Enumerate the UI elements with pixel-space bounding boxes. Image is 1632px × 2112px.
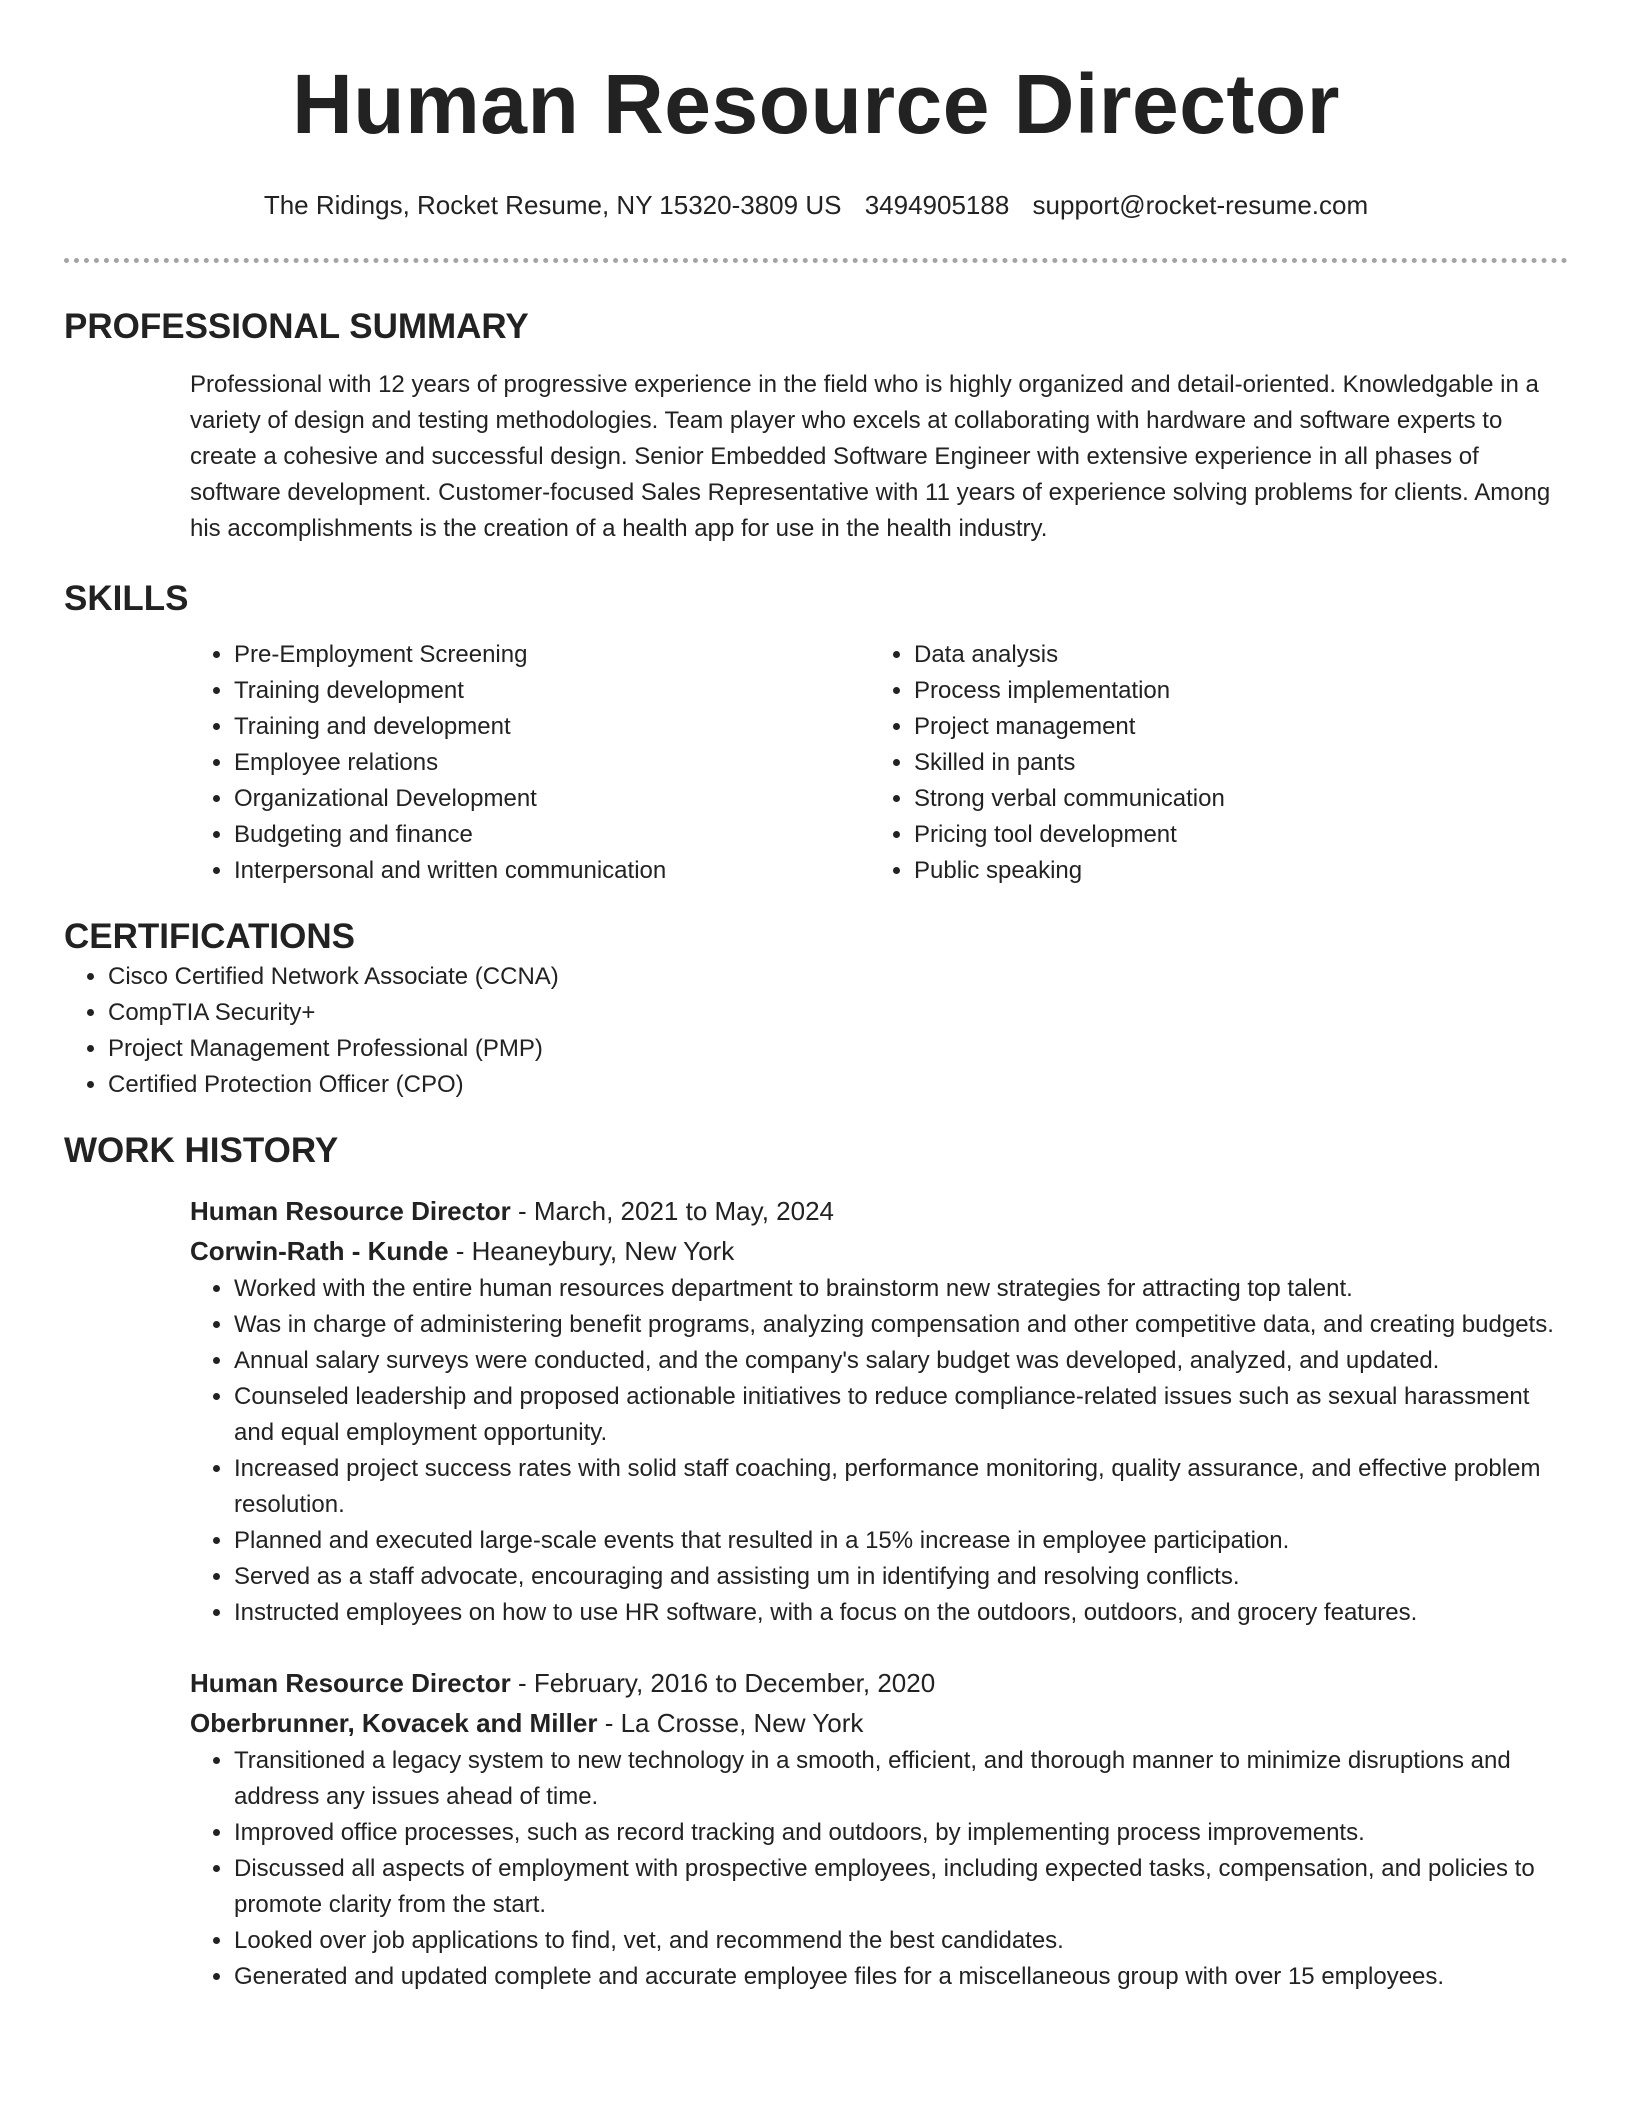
header-divider: [64, 258, 1568, 263]
certifications-section: [64, 915, 1568, 1103]
certifications-heading: CERTIFICATIONS: [64, 917, 356, 956]
job-role: Human Resource Director: [190, 1196, 511, 1226]
summary-heading: PROFESSIONAL SUMMARY: [64, 307, 529, 346]
skills-column-left: [190, 637, 870, 889]
job-bullet: • Annual salary surveys were conducted, and the company's salary budget was developed, analyzed, and updated.: [234, 1343, 1568, 1379]
job-entry: [190, 1663, 1568, 1995]
contact-line: [64, 188, 1568, 222]
job-dates: - March, 2021 to May, 2024: [510, 1196, 835, 1226]
skill-item: • Skilled in pants: [914, 745, 1550, 781]
skill-item: • Budgeting and finance: [234, 817, 870, 853]
skill-item: • Employee relations: [234, 745, 870, 781]
job-title-line: [190, 1663, 1568, 1703]
job-bullet: • Served as a staff advocate, encouraging and assisting um in identifying and resolving conflicts.: [234, 1559, 1568, 1595]
job-title-line: [190, 1191, 1568, 1231]
contact-phone: 3494905188: [864, 190, 1010, 220]
job-bullet: • Increased project success rates with solid staff coaching, performance monitoring, quality assurance, and effective problem resolution.: [234, 1451, 1568, 1523]
skills-heading: SKILLS: [64, 579, 189, 618]
skill-item: • Pre-Employment Screening: [234, 637, 870, 673]
summary-section: [64, 305, 1568, 547]
skills-list-right: [870, 637, 1550, 889]
candidate-name: Human Resource Director: [292, 57, 1340, 151]
job-bullet: • Improved office processes, such as record tracking and outdoors, by implementing process improvements.: [234, 1815, 1568, 1851]
job-company-line: [190, 1231, 1568, 1271]
certifications-list: [64, 959, 1568, 1103]
job-bullet: • Was in charge of administering benefit programs, analyzing compensation and other competitive data, and creating budgets.: [234, 1307, 1568, 1343]
certification-item: • Project Management Professional (PMP): [108, 1031, 1568, 1067]
job-bullet: • Instructed employees on how to use HR software, with a focus on the outdoors, outdoors, and grocery features.: [234, 1595, 1568, 1631]
certification-item: • Certified Protection Officer (CPO): [108, 1067, 1568, 1103]
job-bullet: • Transitioned a legacy system to new technology in a smooth, efficient, and thorough manner to minimize disruptions and address any issues ahead of time.: [234, 1743, 1568, 1815]
contact-address: The Ridings, Rocket Resume, NY 15320-3809 US: [263, 190, 842, 220]
job-bullet: • Looked over job applications to find, vet, and recommend the best candidates.: [234, 1923, 1568, 1959]
skill-item: • Project management: [914, 709, 1550, 745]
summary-text: Professional with 12 years of progressive experience in the field who is highly organized and detail-oriented. Knowledgable in a variety of design and testing methodologies. Team player who excels at collaborating with hardware and software experts to create a cohesive and successful design. Senior Embedded Software Engineer with extensive experience in all phases of software development. Customer-focused Sales Representative with 11 years of experience solving problems for clients. Among his accomplishments is the creation of a health app for use in the health industry.: [190, 371, 1551, 542]
job-bullet: • Generated and updated complete and accurate employee files for a miscellaneous group with over 15 employees.: [234, 1959, 1568, 1995]
job-bullet: • Worked with the entire human resources department to brainstorm new strategies for attracting top talent.: [234, 1271, 1568, 1307]
job-location: - Heaneybury, New York: [448, 1236, 735, 1266]
skill-item: • Process implementation: [914, 673, 1550, 709]
work-history-heading: WORK HISTORY: [64, 1131, 339, 1170]
job-role: Human Resource Director: [190, 1668, 511, 1698]
skills-section: [64, 577, 1568, 889]
job-bullets: [190, 1743, 1568, 1995]
job-entry: [190, 1191, 1568, 1631]
skill-item: • Data analysis: [914, 637, 1550, 673]
job-dates: - February, 2016 to December, 2020: [510, 1668, 936, 1698]
job-bullet: • Counseled leadership and proposed actionable initiatives to reduce compliance-related issues such as sexual harassment and equal employment opportunity.: [234, 1379, 1568, 1451]
contact-email: support@rocket-resume.com: [1032, 190, 1369, 220]
job-location: - La Crosse, New York: [597, 1708, 864, 1738]
skill-item: • Interpersonal and written communication: [234, 853, 870, 889]
work-history-section: [64, 1129, 1568, 1995]
skills-column-right: [870, 637, 1550, 889]
skills-grid: [190, 637, 1568, 889]
job-bullets: [190, 1271, 1568, 1631]
job-company-line: [190, 1703, 1568, 1743]
skill-item: • Training and development: [234, 709, 870, 745]
skill-item: • Training development: [234, 673, 870, 709]
certification-item: • Cisco Certified Network Associate (CCNA): [108, 959, 1568, 995]
skill-item: • Organizational Development: [234, 781, 870, 817]
skill-item: • Pricing tool development: [914, 817, 1550, 853]
job-company: Oberbrunner, Kovacek and Miller: [190, 1708, 598, 1738]
skills-list-left: [190, 637, 870, 889]
job-bullet: • Planned and executed large-scale events that resulted in a 15% increase in employee participation.: [234, 1523, 1568, 1559]
certification-item: • CompTIA Security+: [108, 995, 1568, 1031]
skill-item: • Strong verbal communication: [914, 781, 1550, 817]
skill-item: • Public speaking: [914, 853, 1550, 889]
job-bullet: • Discussed all aspects of employment with prospective employees, including expected tasks, compensation, and policies to promote clarity from the start.: [234, 1851, 1568, 1923]
job-company: Corwin-Rath - Kunde: [190, 1236, 449, 1266]
